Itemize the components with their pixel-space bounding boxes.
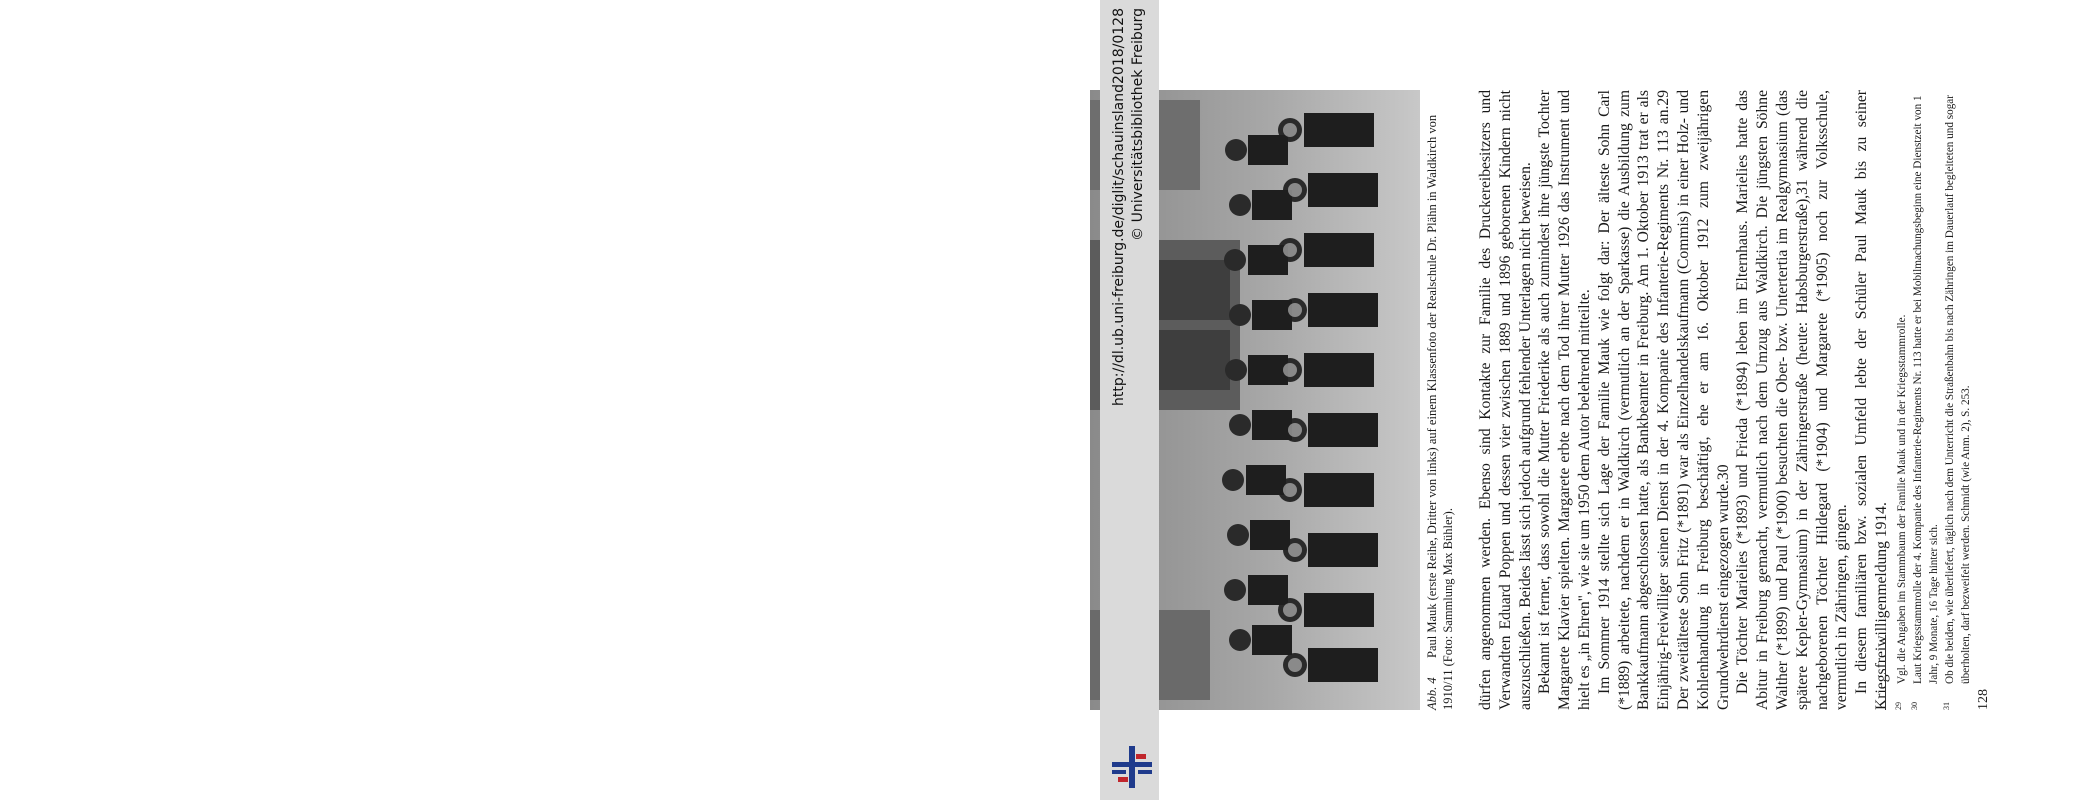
source-url-link[interactable]: http://dl.ub.uni-freiburg.de/diglit/schauinsland2018/0128 bbox=[1111, 8, 1127, 406]
footnote bbox=[1894, 90, 1910, 710]
body-paragraph: Bekannt ist ferner, dass sowohl die Mutter Friederike als auch zumindest ihre jüngste Tochter Margarete Klavier spielten. Margarete erbte nach dem Tod ihrer Mutter 1926 das Instrument und hielt es „in Ehren", wie sie um 1950 dem Autor belehrend mitteilte. bbox=[1536, 90, 1593, 710]
footnote-text: Vgl. die Angaben im Stammbaum der Familie Mauk und in der Kriegsstammrolle. bbox=[1896, 314, 1908, 684]
rotated-page-content bbox=[1090, 90, 2090, 710]
body-paragraph: Die Töchter Marielies (*1893) und Frieda (*1894) leben im Elternhaus. Marielies hatte das Abitur in Freiburg gemacht, vermutlich nach dem Umzug aus Waldkirch. Die jüngsten Söhne Walther (*1899) und Paul (*1900) besuchten die Ober- bzw. Untertertia im Realgymnasium (das spätere Kepler-Gymnasium) in der Zähringerstraße (heute: Habsburgerstraße),31 während die nachgeborenen Töchter Hildegard (*1904) und Margarete (*1905) noch zur Volksschule, vermutlich in Zähringen, gingen. bbox=[1734, 90, 1851, 710]
library-sidebar bbox=[1100, 0, 1159, 800]
body-text bbox=[1476, 90, 1892, 710]
body-paragraph: dürfen angenommen werden. Ebenso sind Kontakte zur Familie des Druckereibesitzers und Verwandten Eduard Poppen und dessen vier zwischen 1889 und 1896 geborenen Kindern nicht auszuschließen. Beides lässt sich jedoch aufgrund fehlender Unterlagen nicht beweisen. bbox=[1477, 90, 1534, 710]
figure-label: Abb. 4 bbox=[1425, 677, 1439, 710]
footnote-number: 30 bbox=[1910, 702, 1919, 710]
figure-caption bbox=[1424, 90, 1456, 710]
footnote-number: 29 bbox=[1894, 702, 1903, 710]
page-number: 128 bbox=[1976, 689, 1991, 710]
footnote-number: 31 bbox=[1942, 702, 1951, 710]
body-paragraph: In diesem familiären bzw. sozialen Umfeld lebte der Schüler Paul Mauk bis zu seiner Kriegsfreiwilligenmeldung 1914. bbox=[1853, 90, 1890, 710]
footnotes bbox=[1894, 90, 1974, 710]
figure-caption-text: Paul Mauk (erste Reihe, Dritter von links) auf einem Klassenfoto der Realschule Dr. Plähn in Waldkirch von 1910/11 (Foto: Sammlung Max Bühler). bbox=[1425, 114, 1455, 710]
footnote-text: Ob die beiden, wie überliefert, täglich nach dem Unterricht die Straßenbahn bis nach Zähringen im Dauerlauf begleiteten und sogar überholten, darf bezweifelt werden. Schmidt (wie Anm. 2), S. 253. bbox=[1944, 95, 1972, 684]
footnote bbox=[1910, 90, 1942, 710]
copyright-notice: © Universitätsbibliothek Freiburg bbox=[1130, 8, 1146, 241]
body-paragraph: Im Sommer 1914 stellte sich Lage der Familie Mauk wie folgt dar: Der älteste Sohn Carl (*1889) arbeitete, nachdem er in Waldkirch (vermutlich an der Sparkasse) die Ausbildung zum Bankkaufmann abgeschlossen hatte, als Bankbeamter in Freiburg. Am 1. Oktober 1913 trat er als Einjährig-Freiwilliger seinen Dienst in der 4. Kompanie des Infanterie-Regiments Nr. 113 an.29 Der zweitälteste Sohn Fritz (*1891) war als Einzelhandelskaufmann (Commis) in einer Holz- und Kohlenhandlung in Freiburg beschäftigt, ehe er am 16. Oktober 1912 zum zweijährigen Grundwehrdienst eingezogen wurde.30 bbox=[1595, 90, 1732, 710]
footnote-text: Laut Kriegsstammrolle der 4. Kompanie des Infanterie-Regiments Nr. 113 hatte er bei Mobilmachungsbeginn eine Dienstzeit von 1 Jahr, 9 Monate, 16 Tage hinter sich. bbox=[1912, 95, 1940, 684]
library-info bbox=[1110, 8, 1148, 408]
footnote bbox=[1942, 90, 1974, 710]
library-logo-icon bbox=[1112, 746, 1152, 788]
footnote-divider bbox=[1885, 635, 1886, 710]
